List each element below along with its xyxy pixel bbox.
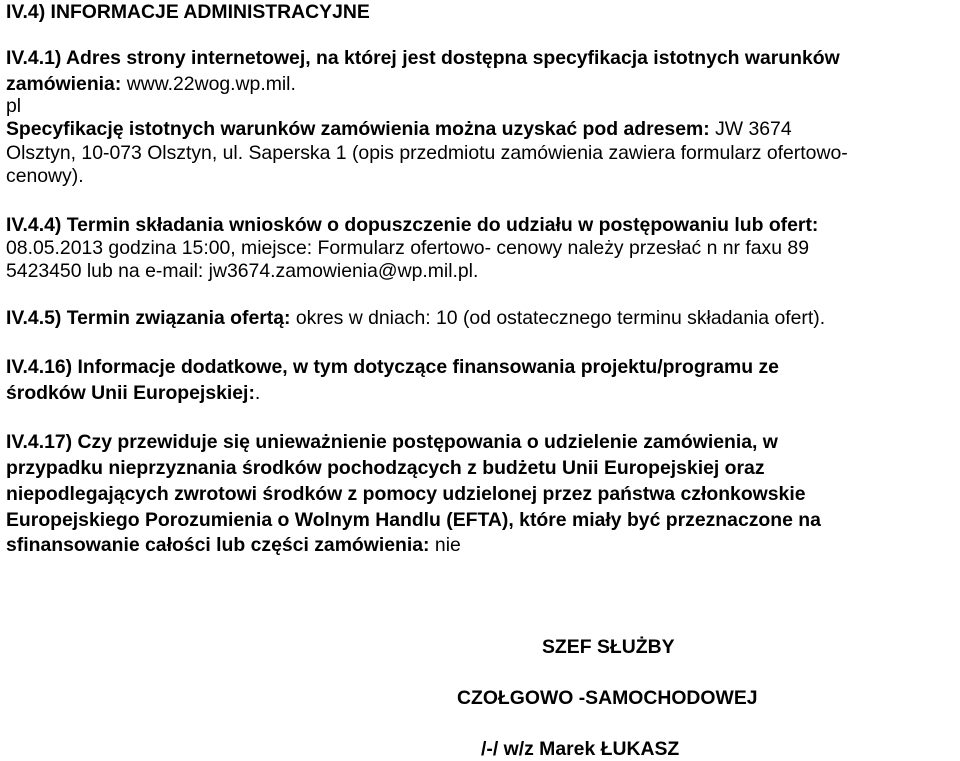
iv417-line1: IV.4.17) Czy przewiduje się unieważnienie postępowania o udzielenie zamówienia, w [6, 431, 778, 453]
iv41-label-line1: IV.4.1) Adres strony internetowej, na której jest dostępna specyfikacja istotnych warunków [6, 47, 840, 69]
signature-title: SZEF SŁUŻBY [542, 636, 675, 658]
iv41-spec-line [6, 117, 792, 141]
iv45-value: okres w dniach: 10 (od ostatecznego terminu składania ofert). [295, 307, 826, 329]
iv417-line4: Europejskiego Porozumienia o Wolnym Handlu (EFTA), które miały być przeznaczone na [6, 509, 821, 531]
iv417-line5 [6, 533, 461, 557]
spec-value-line2: Olsztyn, 10-073 Olsztyn, ul. Saperska 1 (opis przedmiotu zamówienia zawiera formularz ofertowo- [6, 142, 848, 164]
spec-value-line1: JW 3674 [715, 118, 792, 140]
spec-website-link[interactable]: www.22wog.wp.mil. [126, 73, 296, 95]
spec-value-line3: cenowy). [6, 165, 84, 187]
iv44-label: IV.4.4) Termin składania wniosków o dopuszczenie do udziału w postępowaniu lub ofert: [6, 214, 819, 236]
iv417-line2: przypadku nieprzyznania środków pochodzących z budżetu Unii Europejskiej oraz [6, 457, 765, 479]
iv417-line3: niepodlegających zwrotowi środków z pomocy udzielonej przez państwa członkowskie [6, 483, 806, 505]
iv45-line [6, 306, 825, 330]
section-title: IV.4) INFORMACJE ADMINISTRACYJNE [6, 1, 370, 23]
iv41-label-line2: zamówienia: [6, 73, 122, 95]
signature-name: /-/ w/z Marek ŁUKASZ [481, 738, 680, 760]
iv41-line2 [6, 72, 296, 96]
iv417-question-end: sfinansowanie całości lub części zamówienia: [6, 534, 430, 556]
iv41-url-tail[interactable]: pl [6, 95, 22, 117]
iv416-line2 [6, 381, 260, 405]
iv45-label: IV.4.5) Termin związania ofertą: [6, 307, 291, 329]
spec-label: Specyfikację istotnych warunków zamówienia można uzyskać pod adresem: [6, 118, 710, 140]
iv417-answer: nie [434, 534, 461, 556]
iv44-value-line1: 08.05.2013 godzina 15:00, miejsce: Formularz ofertowo- cenowy należy przesłać n nr faxu 89 [6, 237, 809, 259]
signature-unit: CZOŁGOWO -SAMOCHODOWEJ [457, 687, 758, 709]
iv416-label-line1: IV.4.16) Informacje dodatkowe, w tym dotyczące finansowania projektu/programu ze [6, 356, 779, 378]
iv416-value: . [254, 382, 261, 404]
iv416-label-line2: środków Unii Europejskiej: [6, 382, 255, 404]
iv44-value-line2: 5423450 lub na e-mail: jw3674.zamowienia@wp.mil.pl. [6, 260, 479, 282]
